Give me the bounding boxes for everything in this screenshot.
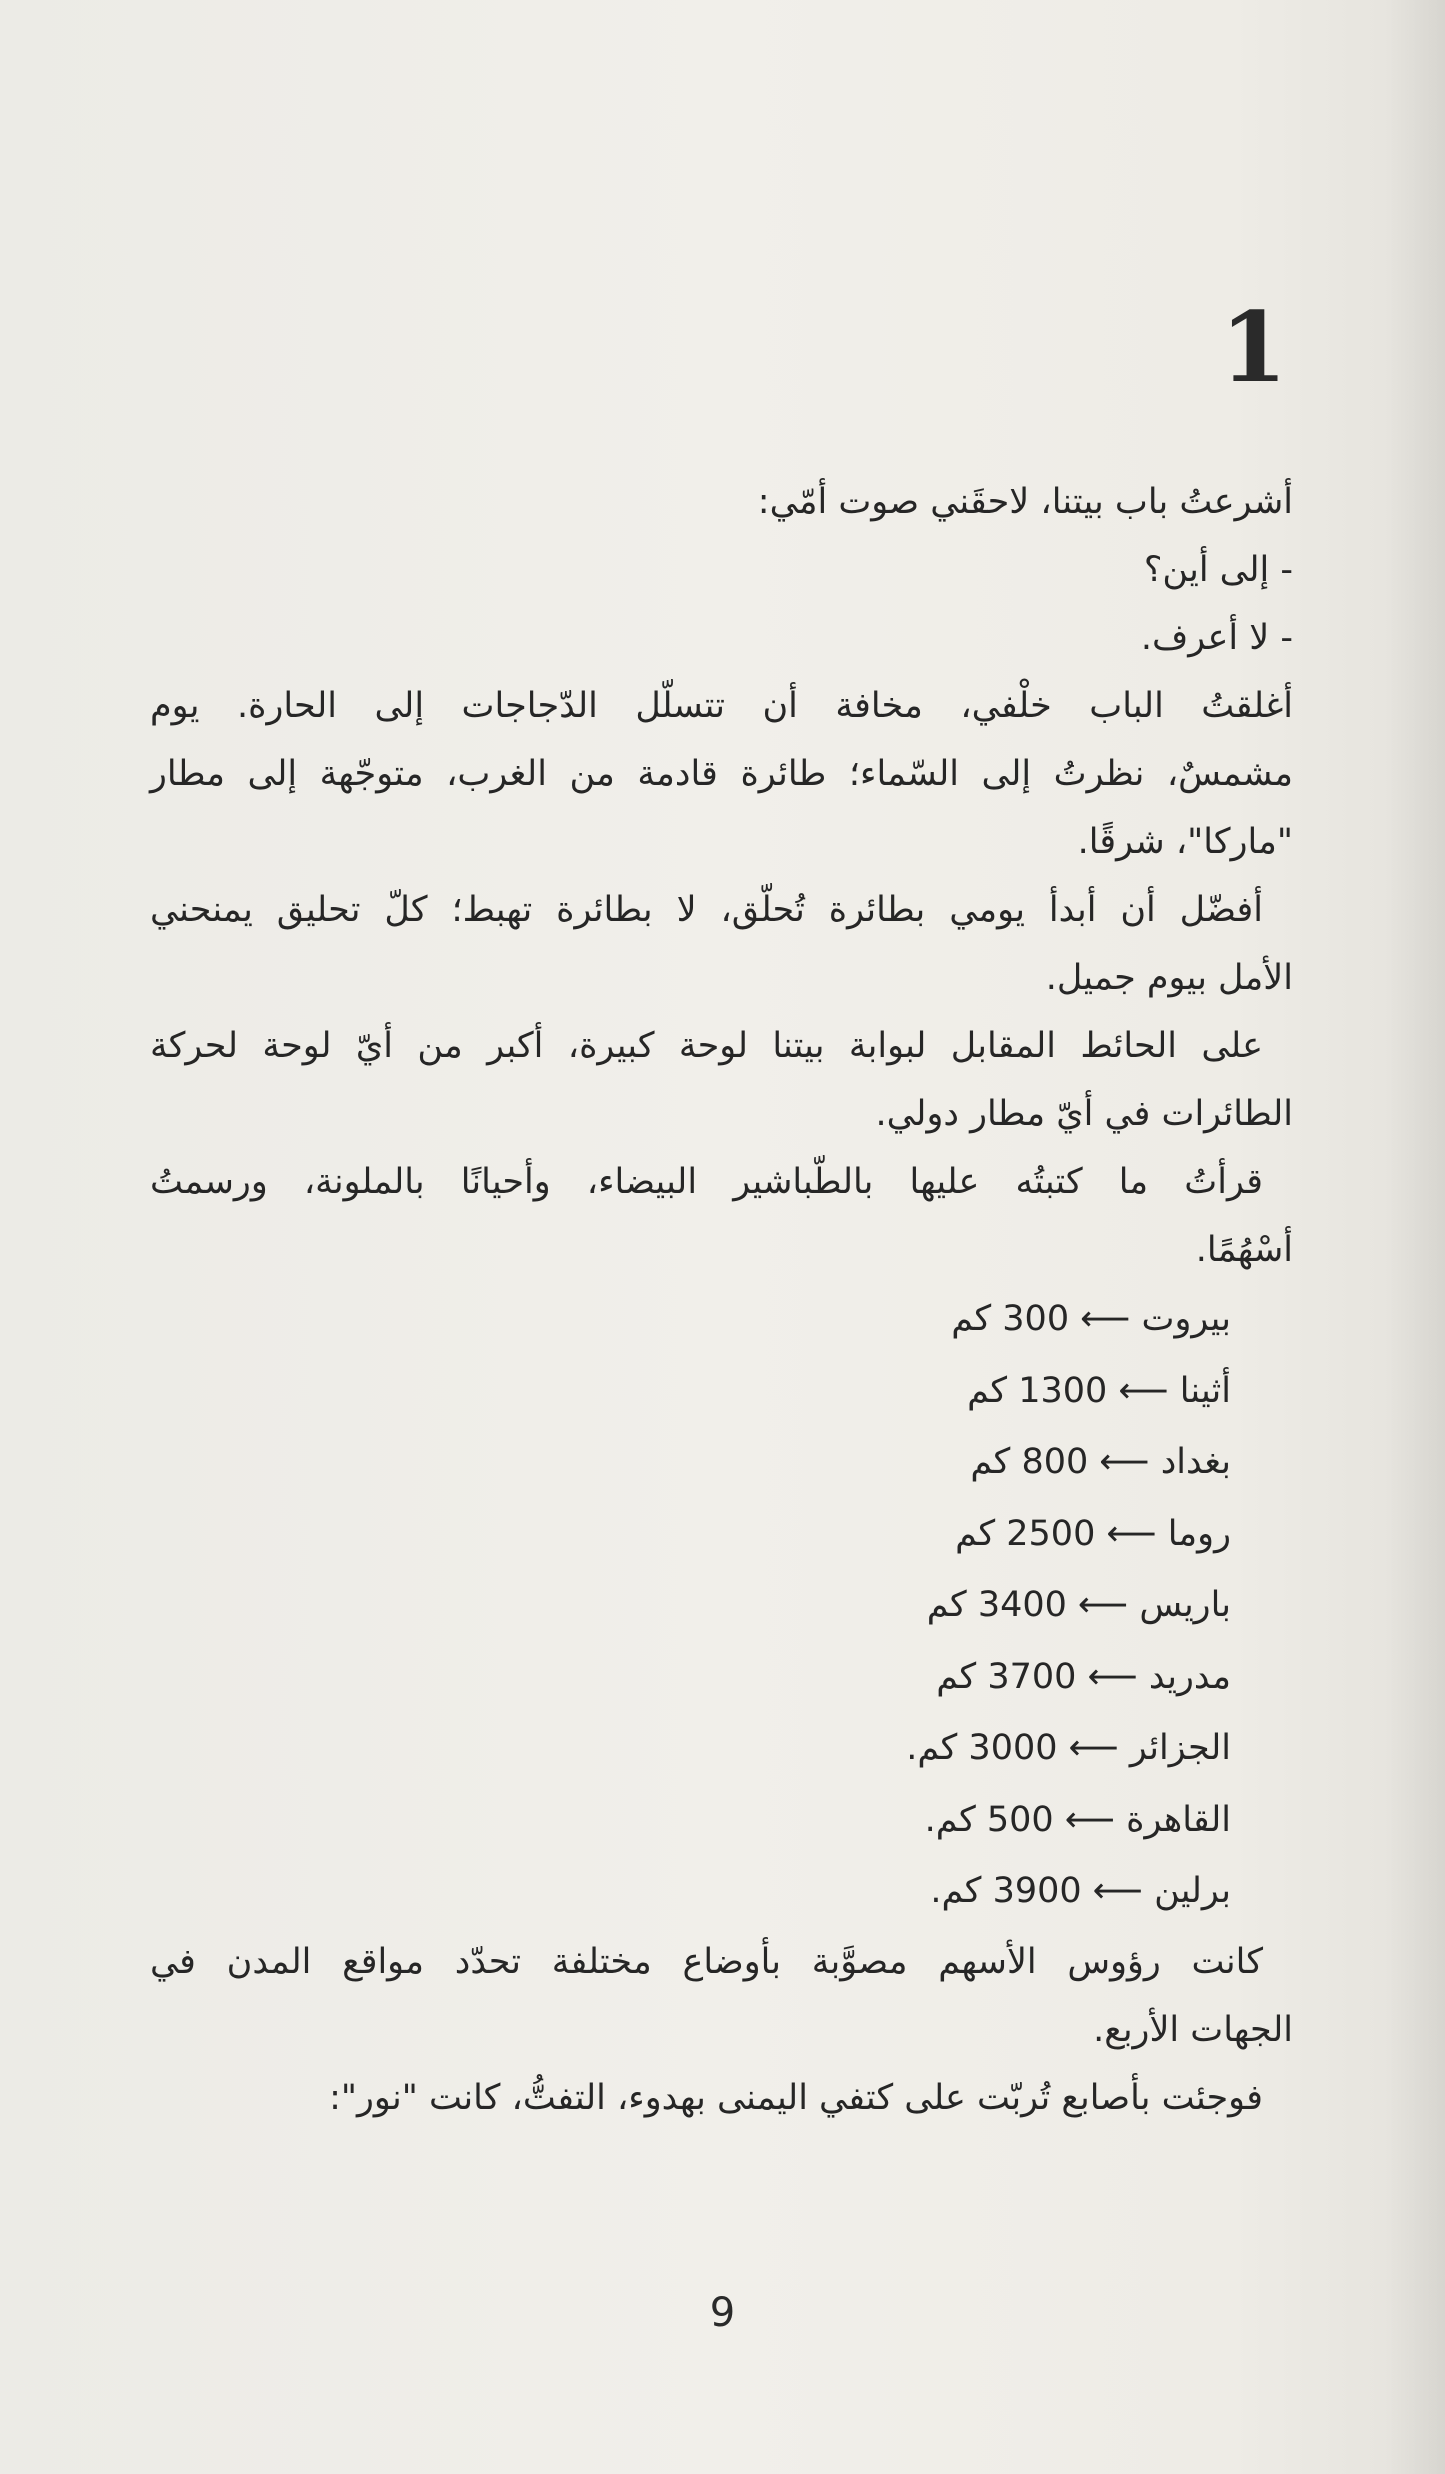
- distance-item: الجزائر ⟵ 3000 كم.: [906, 1728, 1231, 1768]
- text-line: على الحائط المقابل لبوابة بيتنا لوحة كبيرة، أكبر من أيّ لوحة لحركة: [150, 1026, 1263, 1066]
- chapter-number: 1: [1220, 291, 1287, 404]
- page-number: 9: [709, 2290, 736, 2336]
- spine-shadow: [1385, 0, 1445, 2474]
- distance-item: بيروت ⟵ 300 كم: [951, 1299, 1231, 1339]
- distance-item: مدريد ⟵ 3700 كم: [936, 1656, 1231, 1697]
- text-line: فوجئت بأصابع تُربّت على كتفي اليمنى بهدوء، التفتُّ، كانت "نور":: [329, 2077, 1263, 2118]
- text-line: كانت رؤوس الأسهم مصوَّبة بأوضاع مختلفة تحدّد مواقع المدن في: [150, 1941, 1263, 1982]
- distance-item: القاهرة ⟵ 500 كم.: [924, 1799, 1231, 1840]
- text-line: الطائرات في أيّ مطار دولي.: [875, 1094, 1293, 1134]
- text-line: قرأتُ ما كتبتُه عليها بالطّباشير البيضاء، وأحيانًا بالملونة، ورسمتُ: [150, 1162, 1263, 1202]
- distance-item: بغداد ⟵ 800 كم: [970, 1442, 1231, 1482]
- text-line: أغلقتُ الباب خلْفي، مخافة أن تتسلّل الدّجاجات إلى الحارة. يوم: [150, 686, 1293, 726]
- text-line: أسْهُمًا.: [1195, 1230, 1293, 1270]
- text-line: الجهات الأربع.: [1093, 2009, 1293, 2050]
- text-line: مشمسٌ، نظرتُ إلى السّماء؛ طائرة قادمة من الغرب، متوجّهة إلى مطار: [150, 754, 1293, 794]
- text-line: أشرعتُ باب بيتنا، لاحقَني صوت أمّي:: [757, 482, 1293, 522]
- text-line: "ماركا"، شرقًا.: [1077, 822, 1293, 862]
- body-text: [150, 468, 1293, 2132]
- distance-item: روما ⟵ 2500 كم: [955, 1513, 1231, 1554]
- text-line: الأمل بيوم جميل.: [1045, 958, 1293, 998]
- dialogue-line: - إلى أين؟: [1143, 550, 1293, 590]
- text-line: أفضّل أن أبدأ يومي بطائرة تُحلّق، لا بطائرة تهبط؛ كلّ تحليق يمنحني: [150, 890, 1263, 930]
- distance-item: باريس ⟵ 3400 كم: [926, 1585, 1231, 1625]
- distance-item: برلين ⟵ 3900 كم.: [930, 1871, 1231, 1911]
- distance-item: أثينا ⟵ 1300 كم: [967, 1370, 1231, 1411]
- dialogue-line: - لا أعرف.: [1140, 618, 1293, 658]
